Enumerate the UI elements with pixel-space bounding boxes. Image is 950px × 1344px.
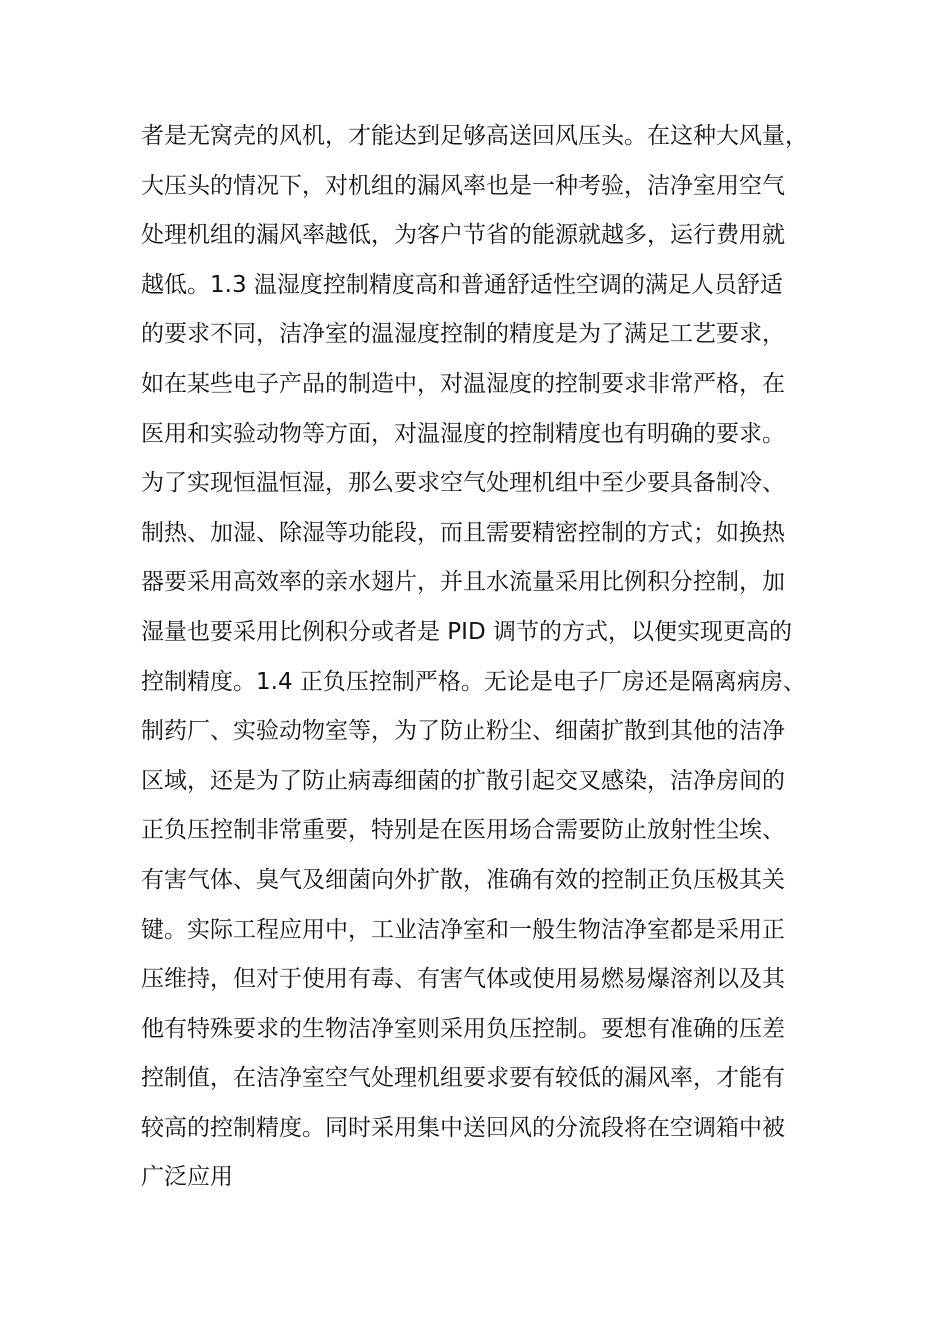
- text-line: 较高的控制精度。同时采用集中送回风的分流段将在空调箱中被: [141, 1114, 785, 1141]
- text-line: 制药厂、实验动物室等，为了防止粉尘、细菌扩散到其他的洁净: [141, 718, 785, 745]
- text-line: 医用和实验动物等方面，对温湿度的控制精度也有明确的要求。: [141, 420, 785, 447]
- text-line: 控制值，在洁净室空气处理机组要求要有较低的漏风率，才能有: [141, 1065, 785, 1092]
- text-line: 为了实现恒温恒湿，那么要求空气处理机组中至少要具备制冷、: [141, 470, 785, 497]
- text-line: 湿量也要采用比例积分或者是 PID 调节的方式，以便实现更高的: [141, 618, 792, 645]
- text-line: 键。实际工程应用中，工业洁净室和一般生物洁净室都是采用正: [141, 916, 785, 943]
- text-line: 越低。1.3 温湿度控制精度高和普通舒适性空调的满足人员舒适: [141, 271, 783, 298]
- text-line: 控制精度。1.4 正负压控制严格。无论是电子厂房还是隔离病房、: [141, 668, 806, 695]
- text-line: 制热、加湿、除湿等功能段，而且需要精密控制的方式；如换热: [141, 519, 785, 546]
- body-paragraph: [141, 112, 821, 1203]
- text-line: 如在某些电子产品的制造中，对温湿度的控制要求非常严格，在: [141, 370, 785, 397]
- text-line: 压维持，但对于使用有毒、有害气体或使用易燃易爆溶剂以及其: [141, 966, 785, 993]
- text-line: 他有特殊要求的生物洁净室则采用负压控制。要想有准确的压差: [141, 1015, 785, 1042]
- text-line: 有害气体、臭气及细菌向外扩散，准确有效的控制正负压极其关: [141, 866, 785, 893]
- text-line: 正负压控制非常重要，特别是在医用场合需要防止放射性尘埃、: [141, 817, 785, 844]
- text-line: 大压头的情况下，对机组的漏风率也是一种考验，洁净室用空气: [141, 172, 785, 199]
- text-line: 者是无窝壳的风机，才能达到足够高送回风压头。在这种大风量，: [141, 123, 808, 149]
- text-line: 区域，还是为了防止病毒细菌的扩散引起交叉感染，洁净房间的: [141, 767, 785, 794]
- text-line: 广泛应用: [141, 1164, 233, 1191]
- text-line: 器要采用高效率的亲水翅片，并且水流量采用比例积分控制，加: [141, 569, 785, 596]
- text-line: 的要求不同，洁净室的温湿度控制的精度是为了满足工艺要求，: [141, 321, 785, 348]
- text-line: 处理机组的漏风率越低，为客户节省的能源就越多，运行费用就: [141, 222, 785, 249]
